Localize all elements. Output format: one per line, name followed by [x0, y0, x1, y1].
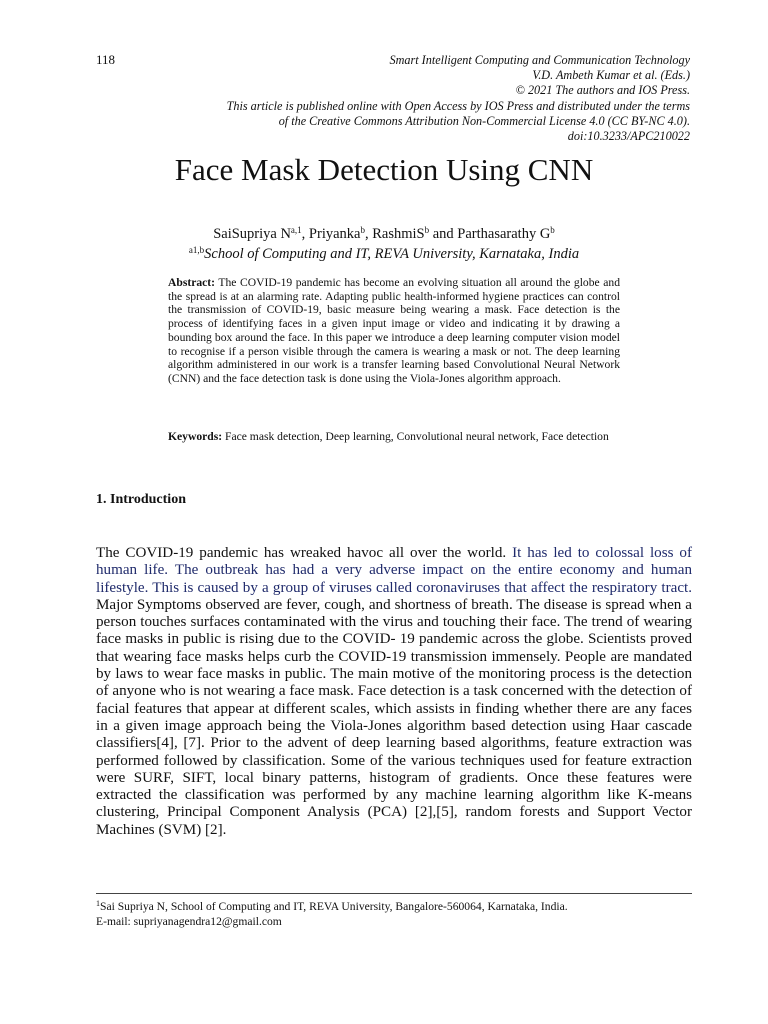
author-superscript: b: [424, 225, 430, 235]
footnote-affiliation-text: Sai Supriya N, School of Computing and IT, REVA University, Bangalore-560064, Karnataka, India.: [100, 900, 568, 913]
abstract-text: The COVID-19 pandemic has become an evolving situation all around the globe and the spread is at an alarming rate. Adapting public health-informed hygiene practices can control the transmission of COVID-19, basic measure being wearing a mask. Face detection is the process of identifying faces in a given input image or video and indicating it by drawing a bounding box around the face. In this paper we introduce a deep learning computer vision model to recognise if a person visible through the camera is wearing a mask or not. The deep learning algorithm administered in our work is a transfer learning based Convolutional Neural Network (CNN) and the face detection task is done using the Viola-Jones algorithm approach.: [168, 276, 620, 385]
footnote-marker: 1: [96, 899, 100, 908]
page-number: 118: [96, 52, 116, 67]
header-line: This article is published online with Open Access by IOS Press and distributed under the terms: [226, 98, 690, 113]
author-separator: and: [429, 226, 458, 242]
publication-header: [227, 53, 690, 144]
author-name: SaiSupriya N: [213, 226, 291, 242]
affiliation-superscript: a1,b: [188, 245, 205, 255]
keywords: [168, 430, 620, 444]
affiliation: [0, 241, 768, 263]
header-line: of the Creative Commons Attribution Non-Commercial License 4.0 (CC BY-NC 4.0).: [278, 113, 690, 128]
intro-text: Major Symptoms observed are fever, cough, and shortness of breath. The disease is spread when a person touches surfaces contaminated with the virus and touching their face. The trend of wearing face masks in public is rising due to the COVID- 19 pandemic across the globe. Scientists proved that wearing face masks helps curb the COVID-19 transmission immensely. People are mandated by laws to wear face masks in public. The main motive of the monitoring process is the detection of anyone who is not wearing a face mask. Face detection is a task concerned with the detection of facial features that appear at different scales, which assists in finding whether there are any faces in a given image approach being the Viola-Jones algorithm based detection using Haar cascade classifiers[4], [7]. Prior to the advent of deep learning based algorithms, feature extraction was performed followed by classification. Some of the various techniques used for feature extraction were SURF, SIFT, local binary patterns, histogram of gradients. Once these features were extracted the classification was performed by any machine learning algorithm like K-means clustering, Principal Component Analysis (PCA) [2],[5], random forests and Support Vector Machines (SVM) [2].: [96, 596, 692, 838]
footnote-email: E-mail: supriyanagendra12@gmail.com: [96, 914, 282, 928]
header-line: Smart Intelligent Computing and Communication Technology: [389, 53, 690, 67]
author-superscript: a,1: [290, 225, 302, 235]
author-name: Priyanka: [308, 226, 361, 242]
author-separator: ,: [364, 226, 373, 242]
doi-line: doi:10.3233/APC210022: [567, 129, 690, 144]
header-line: V.D. Ambeth Kumar et al. (Eds.): [532, 68, 690, 83]
footnote: [96, 897, 692, 929]
author-superscript: b: [360, 225, 365, 235]
author-separator: ,: [301, 226, 309, 242]
section-heading: 1. Introduction: [96, 492, 186, 507]
footnote-affiliation: [96, 897, 692, 915]
intro-text-highlighted: It has led to colossal loss of human life. The outbreak has had a very adverse impact on the entire economy and human lifestyle. This is caused by a group of viruses called coronaviruses that affect the respiratory tract.: [96, 545, 692, 596]
author-superscript: b: [550, 225, 555, 235]
abstract: [168, 276, 620, 386]
abstract-label: Abstract:: [168, 276, 216, 289]
header-line: © 2021 The authors and IOS Press.: [515, 83, 690, 98]
intro-text: The COVID-19 pandemic has wreaked havoc all over the world.: [96, 545, 513, 561]
affiliation-text: School of Computing and IT, REVA University, Karnataka, India: [204, 246, 580, 262]
keywords-label: Keywords:: [168, 430, 223, 443]
keywords-text: Face mask detection, Deep learning, Convolutional neural network, Face detection: [225, 430, 609, 443]
footnote-divider: [96, 893, 692, 894]
author-name: RashmiS: [372, 226, 425, 242]
author-name: Parthasarathy G: [457, 226, 551, 242]
paper-title: Face Mask Detection Using CNN: [174, 152, 594, 187]
introduction-paragraph: [96, 545, 692, 839]
author-list: [0, 221, 768, 243]
